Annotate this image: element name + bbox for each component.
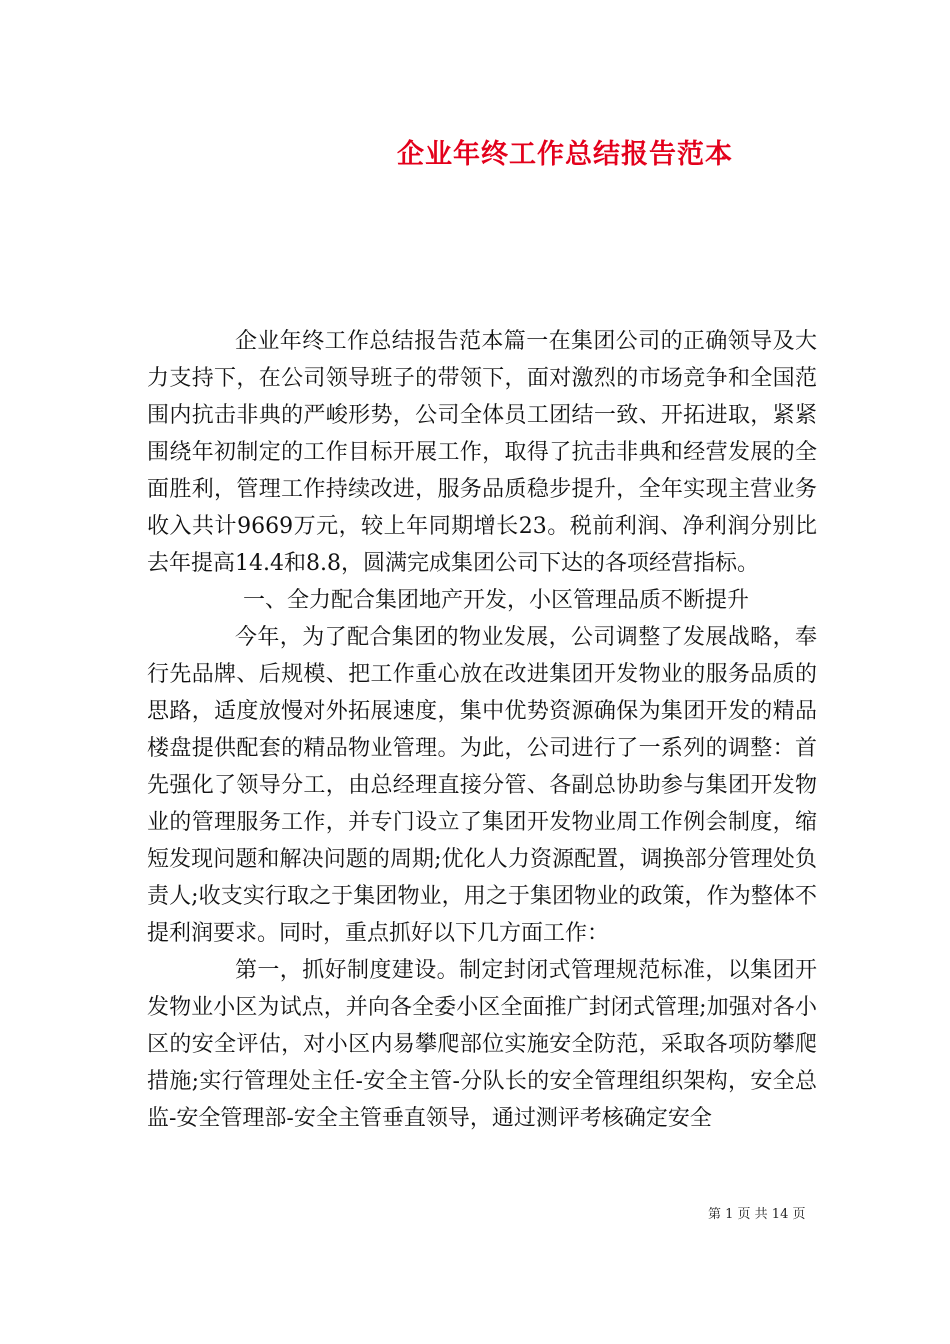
- section-heading: 一、全力配合集团地产开发，小区管理品质不断提升: [243, 588, 750, 613]
- intro-paragraph: 企业年终工作总结报告范本篇一在集团公司的正确领导及大力支持下，在公司领导班子的带领下，面对激烈的市场竞争和全国范围内抗击非典的严峻形势，公司全体员工团结一致、开拓进取，紧紧围绕年初制定的工作目标开展工作，取得了抗击非典和经营发展的全面胜利，管理工作持续改进，服务品质稳步提升，全年实现主营业务收入共计9669万元，较上年同期增长23。税前利润、净利润分别比去年提高14.4和8.8，圆满完成集团公司下达的各项经营指标。: [147, 329, 818, 576]
- body-paragraph: 今年，为了配合集团的物业发展，公司调整了发展战略，奉行先品牌、后规模、把工作重心放在改进集团开发物业的服务品质的思路，适度放慢对外拓展速度，集中优势资源确保为集团开发的精品楼盘提供配套的精品物业管理。为此，公司进行了一系列的调整：首先强化了领导分工，由总经理直接分管、各副总协助参与集团开发物业的管理服务工作，并专门设立了集团开发物业周工作例会制度，缩短发现问题和解决问题的周期;优化人力资源配置，调换部分管理处负责人;收支实行取之于集团物业，用之于集团物业的政策，作为整体不提利润要求。同时，重点抓好以下几方面工作：: [147, 625, 817, 946]
- body-paragraph: 第一，抓好制度建设。制定封闭式管理规范标准，以集团开发物业小区为试点，并向各全委小区全面推广封闭式管理;加强对各小区的安全评估，对小区内易攀爬部位实施安全防范，采取各项防攀爬措施;实行管理处主任-安全主管-分队长的安全管理组织架构，安全总监-安全管理部-安全主管垂直领导，通过测评考核确定安全: [147, 958, 817, 1131]
- document-title: 企业年终工作总结报告范本: [397, 139, 733, 170]
- document-body: [147, 323, 817, 1137]
- page-number-footer: 第 1 页 共 14 页: [708, 1207, 806, 1222]
